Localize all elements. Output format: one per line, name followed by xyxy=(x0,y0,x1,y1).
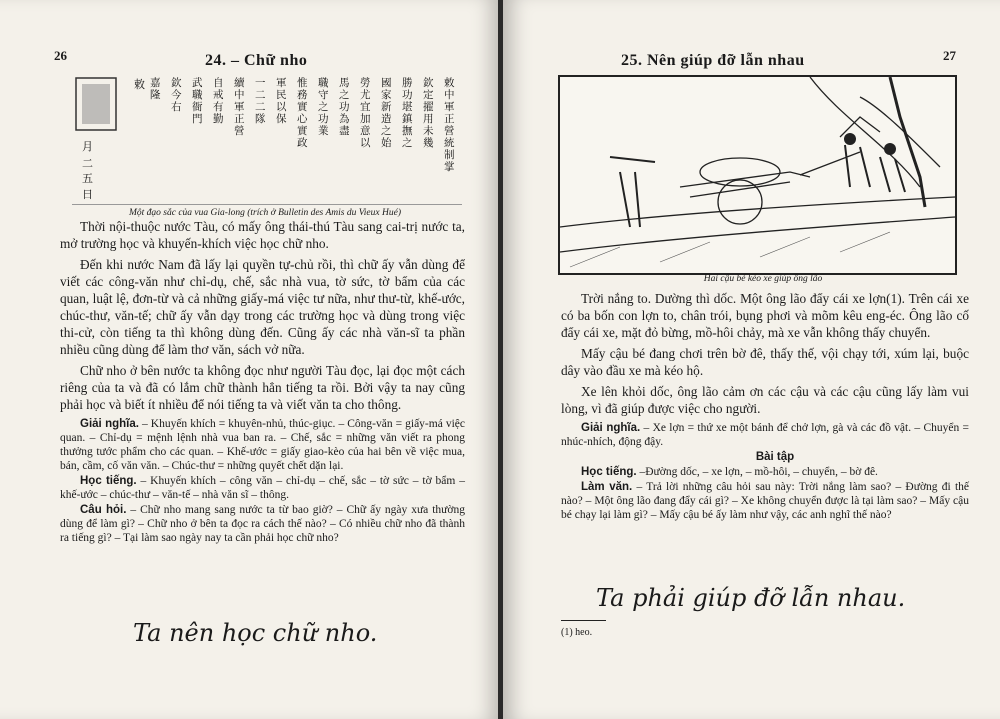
decree-glyph: 未 xyxy=(423,125,434,137)
svg-text:二: 二 xyxy=(82,157,93,170)
decree-glyph: 實 xyxy=(297,101,308,113)
decree-glyph: 加 xyxy=(360,113,371,125)
decree-glyph: 中 xyxy=(444,89,455,101)
decree-glyph: 之 xyxy=(381,125,392,137)
svg-text:月: 月 xyxy=(82,140,93,153)
decree-glyph: 之 xyxy=(339,89,350,101)
decree-glyph: 之 xyxy=(318,101,329,113)
decree-glyph: 職 xyxy=(318,77,329,89)
gia-long-decree-illustration xyxy=(72,72,462,204)
decree-glyph: 勞 xyxy=(360,77,371,89)
decree-glyph: 意 xyxy=(360,125,371,137)
decree-glyph: 務 xyxy=(297,89,308,101)
decree-glyph: 宜 xyxy=(360,101,371,113)
decree-glyph: 正 xyxy=(444,113,455,125)
decree-glyph: 守 xyxy=(318,89,329,101)
hoc-tieng-text: –Đường dốc, – xe lợn, – mồ-hôi, – chuyển, – bờ đê. xyxy=(639,466,878,478)
svg-text:五: 五 xyxy=(82,172,93,185)
lam-van-text: – Trả lời những câu hỏi sau này: Trời nắng làm sao? – Đường đi thế nào? – Một ông lão đang đẩy cái gì? – Xe không chuyển được là tại làm sao? – Mấy cậu bé chạy lại làm gì? – Mấy cậu bé ấy làm như vậy, các anh nghĩ thế nào? xyxy=(561,481,970,521)
page-number: 26 xyxy=(54,48,67,63)
decree-glyph: 嘉 xyxy=(150,77,161,89)
decree-glyph: 勤 xyxy=(213,113,224,125)
decree-glyph: 武 xyxy=(192,77,203,89)
decree-glyph: 營 xyxy=(234,125,245,137)
cau-hoi-label: Câu hỏi. xyxy=(80,504,127,516)
footnote: (1) heo. xyxy=(561,627,593,638)
decree-glyph: 以 xyxy=(276,101,287,113)
footnote-divider xyxy=(561,620,606,621)
handwritten-motto: Ta phải giúp đỡ lẫn nhau. xyxy=(596,584,906,612)
decree-glyph: 隆 xyxy=(150,89,161,101)
decree-glyph: 敕 xyxy=(444,77,455,89)
decree-glyph: 自 xyxy=(213,77,224,89)
decree-glyph: 實 xyxy=(297,125,308,137)
decree-glyph: 統 xyxy=(444,137,455,149)
decree-glyph: 中 xyxy=(234,89,245,101)
decree-glyph: 保 xyxy=(276,113,287,125)
decree-glyph: 正 xyxy=(234,113,245,125)
giai-nghia-text: – Khuyến khích = khuyên-nhủ, thúc-giục. – Công-văn = giấy-má việc quan. – Chỉ-dụ = mệnh lệnh nhà vua ban ra. – Chế, sắc = những văn viết ra phong thưởng tước phẩm cho các quan. – Khế-ước = giấy giao-kèo của hai bên về việc mua, bán, cầm, cố văn văn. – Chúc-thư = những quyết chết dặn lại. xyxy=(60,418,465,472)
decree-glyph: 軍 xyxy=(276,77,287,89)
decree-glyph: 之 xyxy=(402,137,413,149)
decree-glyph: 民 xyxy=(276,89,287,101)
decree-glyph: 國 xyxy=(381,77,392,89)
decree-glyph: 為 xyxy=(339,113,350,125)
paragraph: Xe lên khỏi dốc, ông lão cảm ơn các cậu và các cậu cũng lấy làm vui lòng, vì đã giúp được việc cho người. xyxy=(561,384,969,416)
decree-glyph: 馬 xyxy=(339,77,350,89)
decree-glyph: 新 xyxy=(381,101,392,113)
paragraph: Trời nắng to. Dường thì dốc. Một ông lão đẩy cái xe lợn(1). Trên cái xe có ba bốn con lợn to, chân trói, bụng phơi và mõm kêu eng-éc. Ông lão cố đẩy cái xe, mặt đỏ bừng, mồ-hôi chảy, mà xe vẫn không thấy chuyển. xyxy=(561,291,969,340)
decree-glyph: 業 xyxy=(318,125,329,137)
boys-pulling-cart-drawing xyxy=(560,77,955,273)
giai-nghia-label: Giải nghĩa. xyxy=(80,418,139,430)
handwritten-motto: Ta nên học chữ nho. xyxy=(133,619,378,647)
decree-glyph: 鎮 xyxy=(402,113,413,125)
decree-image xyxy=(72,72,462,205)
decree-glyph: 營 xyxy=(444,125,455,137)
svg-text:日: 日 xyxy=(82,188,93,201)
decree-glyph: 堪 xyxy=(402,101,413,113)
decree-glyph: 二 xyxy=(255,101,266,113)
hoc-tieng-text: – Khuyến khích – công văn – chỉ-dụ – chế, sắc – tờ sức – tờ bẩm – khế-ước – chúc-thư – văn-tế – nhà văn sĩ – thông. xyxy=(60,475,465,501)
decree-glyph: 家 xyxy=(381,89,392,101)
decree-glyph: 惟 xyxy=(297,77,308,89)
giai-nghia-text: – Xe lợn = thứ xe một bánh để chở lợn, gà và các đồ vật. – Chuyển = nhúc-nhích, động đậy. xyxy=(561,422,969,448)
decree-glyph: 心 xyxy=(297,113,308,125)
decree-glyph: 一 xyxy=(255,77,266,89)
decree-glyph: 盡 xyxy=(339,125,350,137)
lesson-title: 25. Nên giúp đỡ lẫn nhau xyxy=(621,52,805,69)
decree-glyph: 用 xyxy=(423,113,434,125)
decree-glyph: 二 xyxy=(255,89,266,101)
decree-glyph: 始 xyxy=(381,137,392,149)
vocabulary-section xyxy=(561,421,969,522)
decree-glyph: 功 xyxy=(318,113,329,125)
decree-glyph: 撫 xyxy=(402,125,413,137)
decree-glyph: 右 xyxy=(171,101,182,113)
decree-glyph: 造 xyxy=(381,113,392,125)
decree-glyph: 掌 xyxy=(444,161,455,173)
decree-glyph: 門 xyxy=(192,113,203,125)
hoc-tieng-label: Học tiếng. xyxy=(581,466,637,478)
page-number: 27 xyxy=(943,48,956,63)
decree-glyph: 幾 xyxy=(423,137,434,149)
paragraph: Mấy cậu bé đang chơi trên bờ đê, thấy thế, vội chạy tới, xúm lại, buộc dây vào đầu xe mà kéo hộ. xyxy=(561,346,969,378)
lesson-body xyxy=(561,290,969,523)
decree-glyph: 隊 xyxy=(255,113,266,125)
decree-glyph: 勝 xyxy=(402,77,413,89)
giai-nghia-label: Giải nghĩa. xyxy=(581,422,641,434)
decree-glyph: 功 xyxy=(402,89,413,101)
right-page xyxy=(503,0,1000,719)
cau-hoi-text: – Chữ nho mang sang nước ta từ bao giờ? – Chữ ấy ngày xưa thường dùng để làm gì? – Chữ nho ở bên ta đọc ra cách thế nào? – Có nhiều chữ nho đã thành ra tiếng gì? – Tại làm sao ngày nay ta cần phải học chữ nho? xyxy=(60,504,465,544)
decree-glyph: 功 xyxy=(339,101,350,113)
cart-illustration xyxy=(558,75,957,275)
lesson-title: 24. – Chữ nho xyxy=(205,52,308,69)
bai-tap-heading: Bài tập xyxy=(755,451,795,463)
decree-glyph: 有 xyxy=(213,101,224,113)
paragraph: Chữ nho ở bên nước ta không đọc như người Tàu đọc, lại đọc một cách riêng của ta và đã có lắm chữ thành hẳn tiếng ta rồi. Bởi vậy ta nay cũng phải học và biết ít nhiều để nói tiếng ta và viết văn ta cho thông. xyxy=(60,363,465,412)
decree-glyph: 衙 xyxy=(192,101,203,113)
decree-glyph: 以 xyxy=(360,137,371,149)
decree-glyph: 欽 xyxy=(171,77,182,89)
decree-glyph: 軍 xyxy=(234,101,245,113)
decree-glyph: 戒 xyxy=(213,89,224,101)
lesson-body xyxy=(60,218,465,546)
decree-glyph: 政 xyxy=(297,137,308,149)
illustration-caption: Hai cậu bé kéo xe giúp ông lão xyxy=(703,274,823,284)
decree-glyph: 職 xyxy=(192,89,203,101)
vocabulary-section xyxy=(60,417,465,545)
decree-caption: Một đạo sắc của vua Gia-long (trích ở Bulletin des Amis du Vieux Hué) xyxy=(129,208,401,218)
paragraph: Thời nội-thuộc nước Tàu, có mấy ông thái-thú Tàu sang cai-trị nước ta, mở trường học và khuyến-khích việc học chữ nho. xyxy=(60,219,465,251)
decree-glyph: 尤 xyxy=(360,89,371,101)
decree-glyph: 軍 xyxy=(444,101,455,113)
hoc-tieng-label: Học tiếng. xyxy=(80,475,137,487)
decree-glyph: 擢 xyxy=(423,101,434,113)
lam-van-label: Làm văn. xyxy=(581,481,633,493)
decree-glyph: 定 xyxy=(423,89,434,101)
decree-glyph: 今 xyxy=(171,89,182,101)
paragraph: Đến khi nước Nam đã lấy lại quyền tự-chủ rồi, thì chữ ấy vẫn dùng để viết các công-văn như chỉ-dụ, chế, sắc nhà vua, tờ sức, tờ bẩm của các quan, luật lệ, đơn-từ và cả những giấy-má việc tư nữa, như thư-từ, khế-ước, chúc-thư, văn-tế; chữ ấy vẫn dạy trong các trường học và dùng trong việc thi-cử, còn tiếng ta thì không dùng đến. Cũng ấy các nhà văn-sĩ ta phần nhiều cũng dùng để làm thơ văn, sách vở nữa. xyxy=(60,257,465,357)
decree-glyph: 制 xyxy=(444,149,455,161)
decree-glyph: 續 xyxy=(234,77,245,89)
svg-text:敕: 敕 xyxy=(134,78,145,91)
decree-glyph: 欽 xyxy=(423,77,434,89)
